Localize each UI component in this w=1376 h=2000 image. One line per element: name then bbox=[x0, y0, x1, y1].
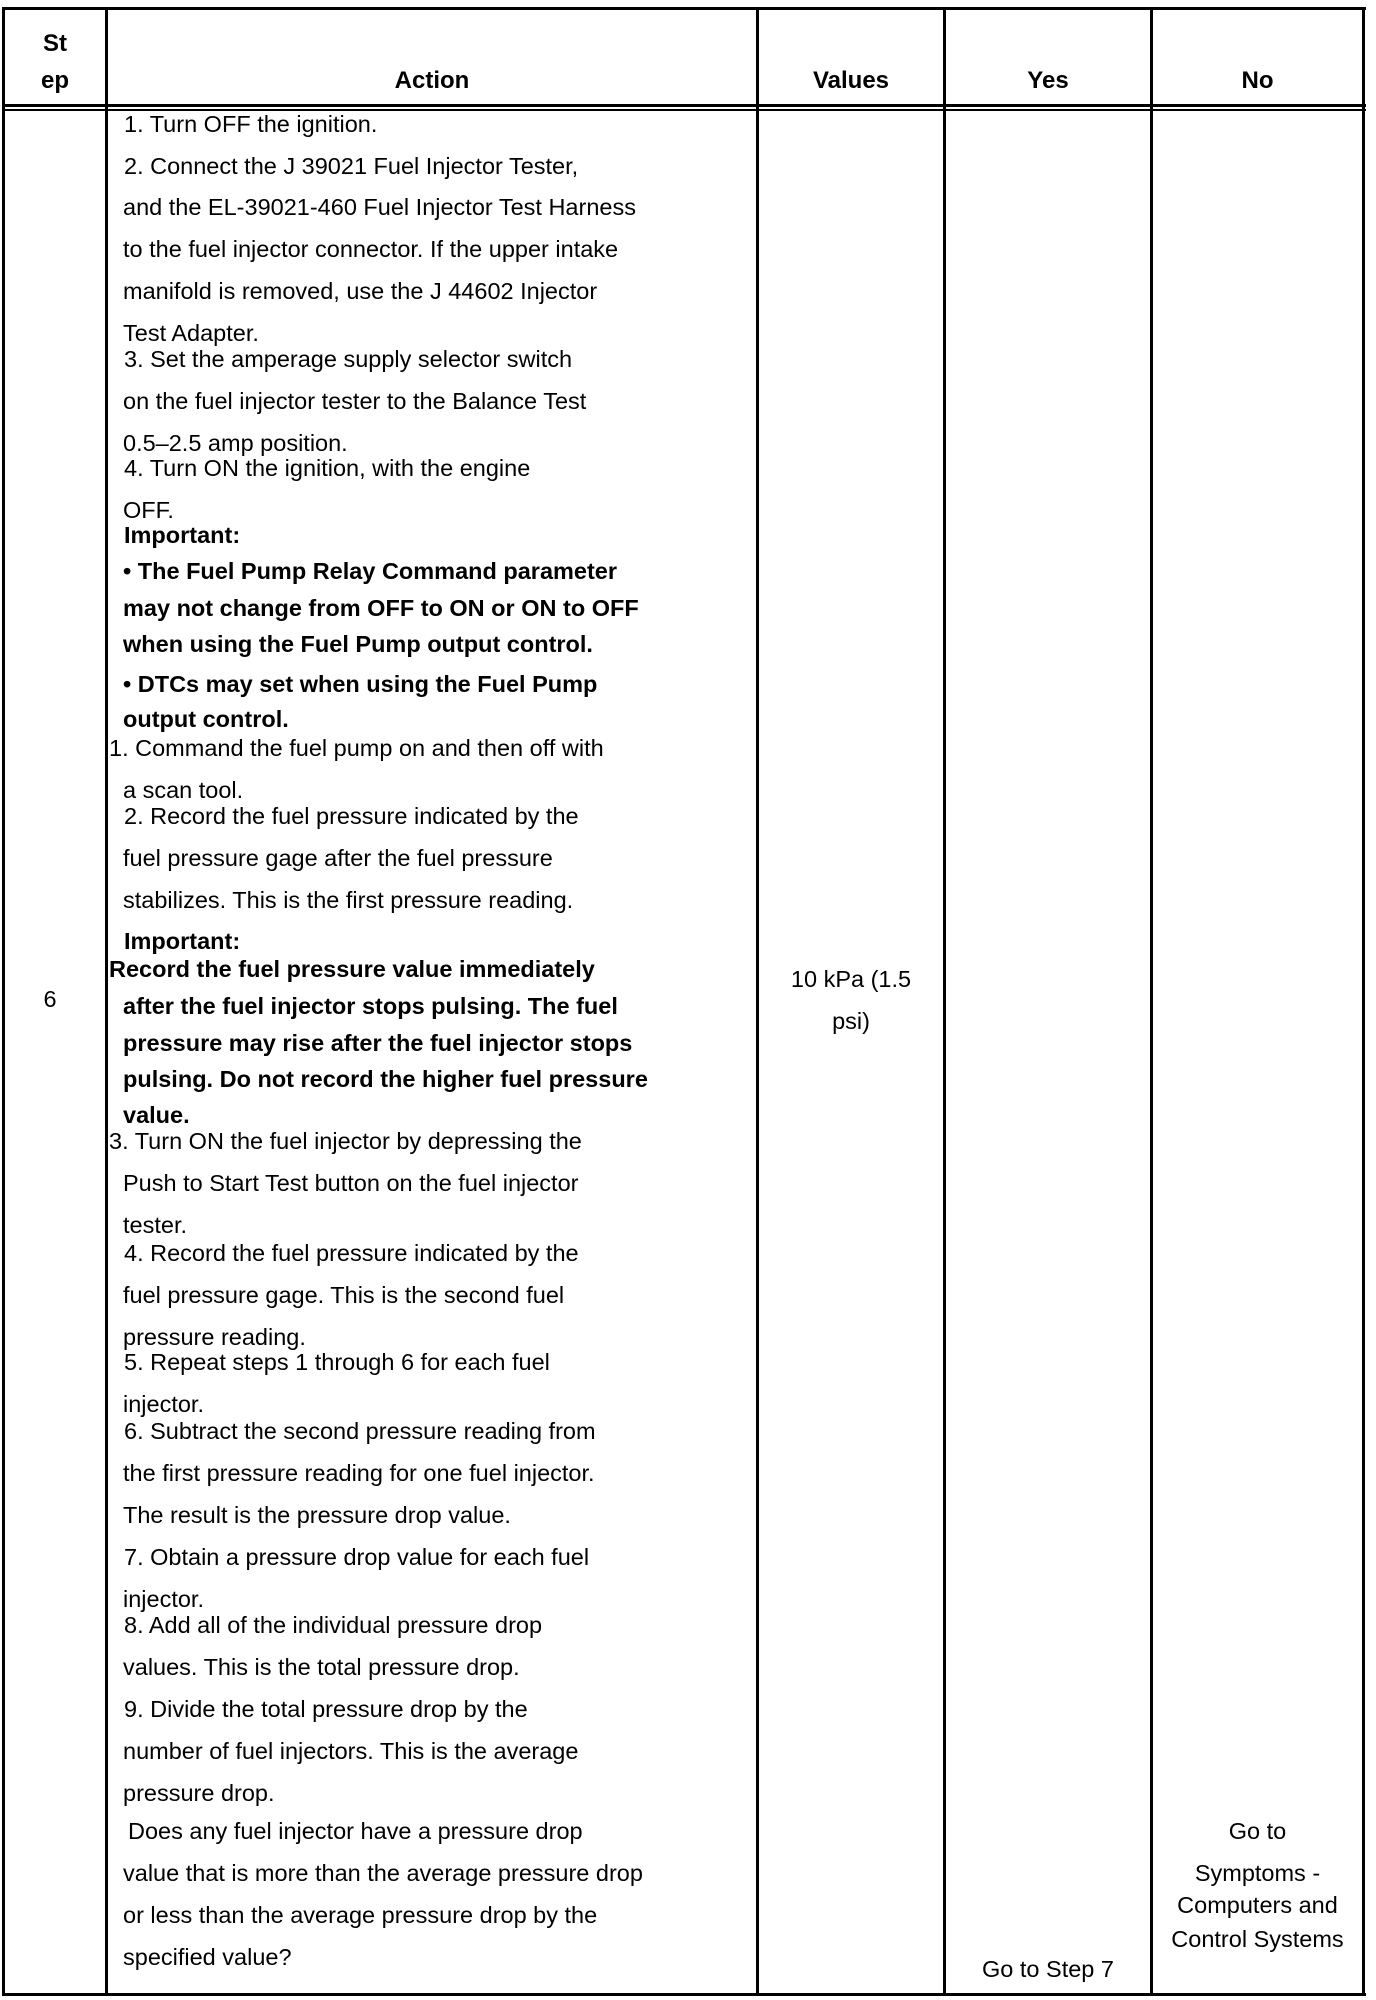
header-divider bbox=[2, 104, 1366, 107]
action-line: injector. bbox=[123, 1391, 204, 1417]
step-number: 6 bbox=[43, 986, 57, 1012]
action-line: The result is the pressure drop value. bbox=[123, 1502, 511, 1528]
action-line: values. This is the total pressure drop. bbox=[123, 1654, 520, 1680]
action-line: tester. bbox=[123, 1212, 188, 1238]
table-bottom-border bbox=[2, 1993, 1366, 1996]
important-line: Record the fuel pressure value immediately bbox=[109, 956, 595, 982]
action-line: manifold is removed, use the J 44602 Injector bbox=[123, 278, 598, 304]
header-values: Values bbox=[812, 67, 890, 94]
important-line: pulsing. Do not record the higher fuel pressure bbox=[123, 1066, 648, 1092]
col-border-values bbox=[943, 7, 946, 1996]
action-line: on the fuel injector tester to the Balance Test bbox=[123, 388, 587, 414]
yes-result: Go to Step 7 bbox=[982, 1956, 1114, 1982]
action-line: fuel pressure gage after the fuel pressure bbox=[123, 845, 553, 871]
action-line: 1. Turn OFF the ignition. bbox=[124, 111, 378, 137]
question-line: Does any fuel injector have a pressure drop bbox=[128, 1818, 583, 1844]
important-label: Important: bbox=[124, 522, 241, 548]
important-line: value. bbox=[123, 1102, 190, 1128]
col-border-action bbox=[756, 7, 759, 1996]
action-line: Test Adapter. bbox=[123, 320, 259, 346]
action-line: number of fuel injectors. This is the average bbox=[123, 1738, 579, 1764]
action-line: to the fuel injector connector. If the upper intake bbox=[123, 236, 619, 262]
no-result: Symptoms - bbox=[1194, 1860, 1321, 1886]
action-line: 2. Connect the J 39021 Fuel Injector Tester, bbox=[124, 153, 579, 179]
header-action: Action bbox=[394, 67, 470, 94]
important-line: after the fuel injector stops pulsing. The fuel bbox=[123, 993, 618, 1019]
action-line: fuel pressure gage. This is the second fuel bbox=[123, 1282, 565, 1308]
action-line: 0.5–2.5 amp position. bbox=[123, 430, 348, 456]
action-line: 1. Command the fuel pump on and then off with bbox=[109, 735, 604, 761]
table-top-border bbox=[2, 7, 1366, 10]
action-line: injector. bbox=[123, 1586, 204, 1612]
specified-value: 10 kPa (1.5 bbox=[790, 966, 912, 992]
action-line: Push to Start Test button on the fuel injector bbox=[123, 1170, 579, 1196]
important-line: • DTCs may set when using the Fuel Pump bbox=[123, 671, 598, 697]
no-result: Control Systems bbox=[1171, 1926, 1344, 1952]
important-line: • The Fuel Pump Relay Command parameter bbox=[123, 558, 618, 584]
question-line: or less than the average pressure drop by the bbox=[123, 1902, 598, 1928]
important-label: Important: bbox=[124, 928, 241, 954]
header-step-line1: St bbox=[43, 30, 67, 57]
action-line: 2. Record the fuel pressure indicated by the bbox=[124, 803, 579, 829]
header-step-line2: ep bbox=[40, 67, 69, 94]
action-line: 5. Repeat steps 1 through 6 for each fuel bbox=[124, 1349, 550, 1375]
no-result: Go to bbox=[1228, 1818, 1287, 1844]
action-line: OFF. bbox=[123, 497, 174, 523]
header-no: No bbox=[1241, 67, 1274, 94]
col-border-step bbox=[105, 7, 108, 1996]
important-line: when using the Fuel Pump output control. bbox=[123, 631, 593, 657]
action-line: 6. Subtract the second pressure reading from bbox=[124, 1418, 596, 1444]
header-yes: Yes bbox=[1027, 67, 1069, 94]
action-line: 9. Divide the total pressure drop by the bbox=[124, 1696, 528, 1722]
action-line: stabilizes. This is the first pressure reading. bbox=[123, 887, 574, 913]
action-line: 3. Set the amperage supply selector switch bbox=[124, 346, 573, 372]
action-line: pressure drop. bbox=[123, 1780, 275, 1806]
question-line: value that is more than the average pressure drop bbox=[123, 1860, 643, 1886]
action-line: 8. Add all of the individual pressure drop bbox=[124, 1612, 543, 1638]
action-line: a scan tool. bbox=[123, 777, 244, 803]
action-line: 4. Record the fuel pressure indicated by the bbox=[124, 1240, 579, 1266]
col-border-right bbox=[1362, 7, 1365, 1996]
col-border-yes bbox=[1150, 7, 1153, 1996]
action-line: 4. Turn ON the ignition, with the engine bbox=[124, 455, 531, 481]
important-line: may not change from OFF to ON or ON to OFF bbox=[123, 595, 639, 621]
specified-value: psi) bbox=[832, 1008, 870, 1034]
action-line: and the EL-39021-460 Fuel Injector Test Harness bbox=[123, 194, 636, 220]
action-line: the first pressure reading for one fuel injector. bbox=[123, 1460, 595, 1486]
question-line: specified value? bbox=[123, 1944, 292, 1970]
important-line: pressure may rise after the fuel injector stops bbox=[123, 1030, 633, 1056]
action-line: pressure reading. bbox=[123, 1324, 306, 1350]
action-line: 7. Obtain a pressure drop value for each fuel bbox=[124, 1544, 590, 1570]
important-line: output control. bbox=[123, 706, 289, 732]
action-line: 3. Turn ON the fuel injector by depressing the bbox=[109, 1128, 582, 1154]
no-result: Computers and bbox=[1177, 1892, 1338, 1918]
